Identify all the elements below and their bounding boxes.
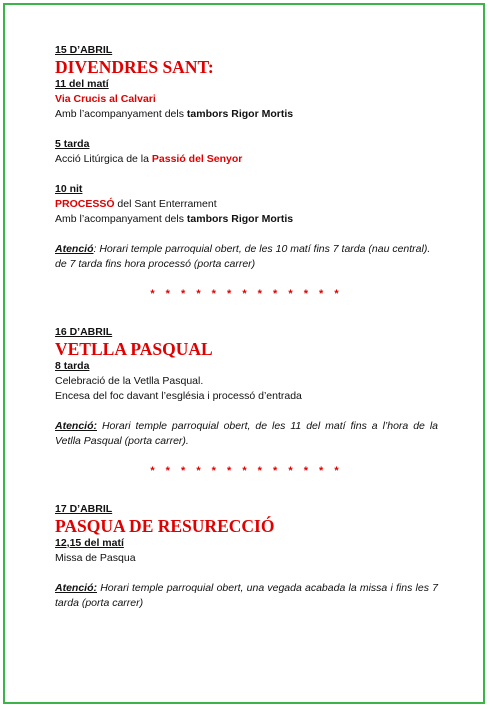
document-content — [55, 43, 438, 611]
section-good-friday — [55, 43, 438, 325]
section-easter-sunday — [55, 502, 438, 611]
section-date: 17 D’ABRIL — [55, 503, 113, 515]
event-time: 8 tarda — [55, 360, 90, 372]
event-time: 10 nit — [55, 183, 83, 195]
event-description — [55, 212, 438, 227]
event-bold: tambors Rigor Mortis — [186, 108, 294, 120]
section-date: 16 D’ABRIL — [55, 326, 113, 338]
notice-label: Atenció: — [55, 582, 97, 594]
notice — [55, 581, 438, 611]
event-time: 11 del matí — [55, 78, 109, 90]
notice-label: Atenció — [55, 243, 94, 255]
event-description: Encesa del foc davant l’església i processó d’entrada — [55, 390, 302, 402]
event-description: Celebració de la Vetlla Pasqual. — [55, 375, 204, 387]
event-description — [55, 152, 438, 167]
event-time: 5 tarda — [55, 138, 90, 150]
section-title: PASQUA DE RESURECCIÓ — [55, 516, 275, 536]
notice — [55, 242, 438, 272]
event-text: Amb l’acompanyament dels — [55, 108, 187, 120]
event-description — [55, 197, 438, 212]
event-time: 12,15 del matí — [55, 537, 124, 549]
event-text: del Sant Enterrament — [114, 198, 217, 210]
event-name: PROCESSÓ — [55, 198, 115, 210]
notice-text: : Horari temple parroquial obert, de les 10 matí fins 7 tarda (nau central). — [93, 243, 431, 255]
event-text: Amb l’acompanyament dels — [55, 213, 187, 225]
section-title: VETLLA PASQUAL — [55, 339, 213, 359]
notice — [55, 419, 438, 449]
event-name: Passió del Senyor — [151, 153, 243, 165]
notice-text: Horari temple parroquial obert, de les 11 del matí fins a l’hora de la Vetlla Pasqual (porta carrer). — [55, 420, 438, 447]
notice-text-2: de 7 tarda fins hora processó (porta carrer) — [55, 258, 256, 270]
section-date: 15 D’ABRIL — [55, 44, 113, 56]
section-easter-vigil — [55, 325, 438, 502]
event-bold: tambors Rigor Mortis — [186, 213, 294, 225]
notice-text: Horari temple parroquial obert, una vegada acabada la missa i fins les 7 tarda (porta carrer) — [55, 582, 438, 609]
event-description — [55, 107, 438, 122]
separator: * * * * * * * * * * * * * — [150, 465, 343, 477]
event-text: Acció Litúrgica de la — [55, 153, 152, 165]
section-title: DIVENDRES SANT: — [55, 57, 214, 77]
event-name: Via Crucis al Calvari — [55, 93, 156, 105]
notice-label: Atenció: — [55, 420, 97, 432]
event-description: Missa de Pasqua — [55, 552, 136, 564]
separator: * * * * * * * * * * * * * — [150, 288, 343, 300]
